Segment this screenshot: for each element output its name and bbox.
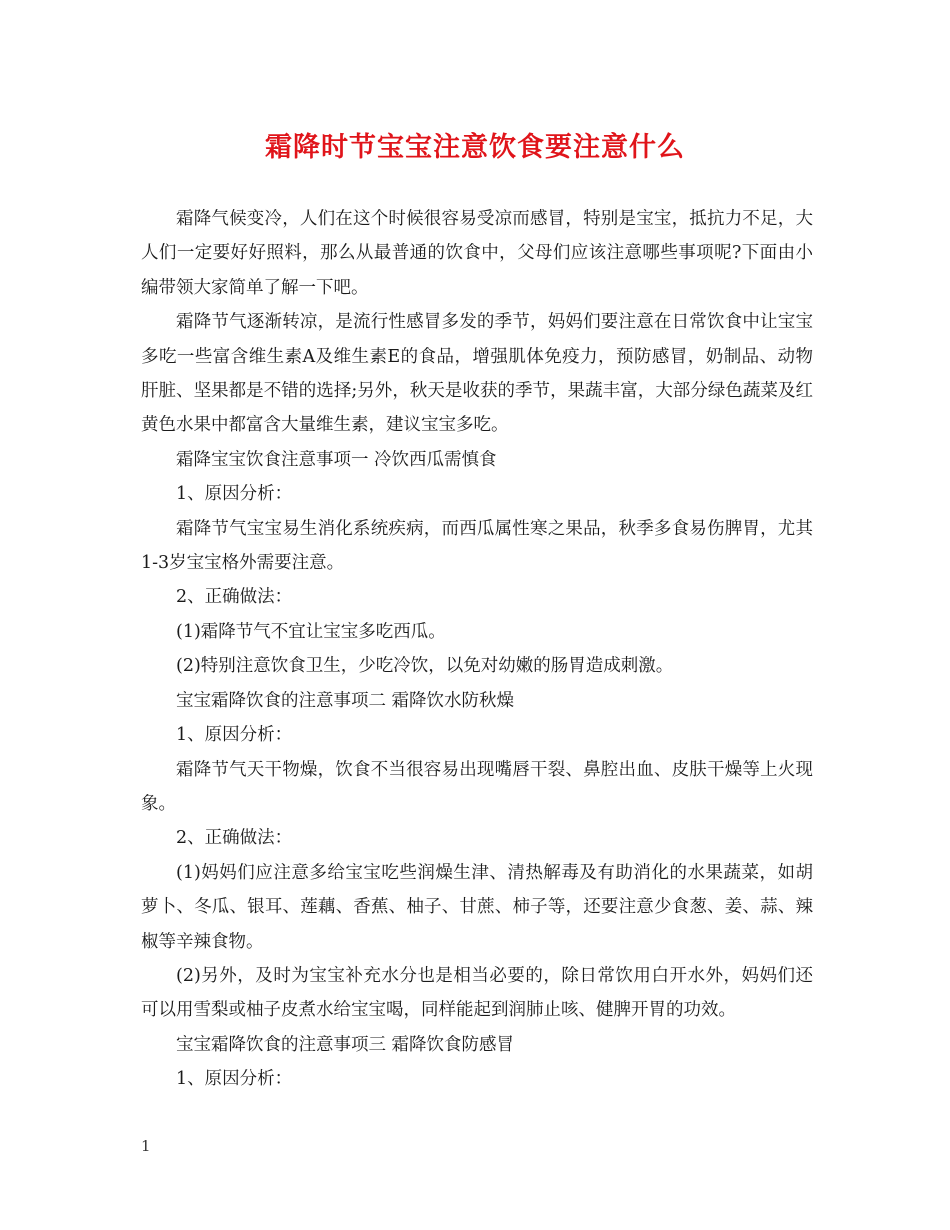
subheading-method: 2、正确做法： bbox=[176, 828, 293, 849]
subheading-method: 2、正确做法： bbox=[176, 587, 293, 608]
list-item: (2)另外，及时为宝宝补充水分也是相当必要的，除日常饮用白开水外，妈妈们还可以用雪梨或柚子皮煮水给宝宝喝，同样能起到润肺止咳、健脾开胃的功效。 bbox=[141, 965, 813, 1021]
paragraph-cause-2: 霜降节气天干物燥，饮食不当很容易出现嘴唇干裂、鼻腔出血、皮肤干燥等上火现象。 bbox=[141, 759, 813, 814]
document-title: 霜降时节宝宝注意饮食要注意什么 bbox=[265, 132, 685, 163]
paragraph-cause-1: 霜降节气宝宝易生消化系统疾病，而西瓜属性寒之果品，秋季多食易伤脾胃，尤其1-3岁宝宝格外需要注意。 bbox=[141, 518, 813, 574]
subheading-cause: 1、原因分析： bbox=[176, 484, 293, 505]
paragraph-intro: 霜降气候变冷，人们在这个时候很容易受凉而感冒，特别是宝宝，抵抗力不足，大人们一定要好好照料，那么从最普通的饮食中，父母们应该注意哪些事项呢?下面由小编带领大家简单了解一下吧。 bbox=[141, 209, 813, 298]
subheading-cause: 1、原因分析： bbox=[176, 1069, 293, 1090]
paragraph-vitamins: 霜降节气逐渐转凉，是流行性感冒多发的季节，妈妈们要注意在日常饮食中让宝宝多吃一些富含维生素A及维生素E的食品，增强肌体免疫力，预防感冒，奶制品、动物肝脏、坚果都是不错的选择;另外，秋天是收获的季节，果蔬丰富，大部分绿色蔬菜及红黄色水果中都富含大量维生素，建议宝宝多吃。 bbox=[141, 312, 813, 436]
page-number: 1 bbox=[141, 1137, 151, 1155]
list-item: (1)妈妈们应注意多给宝宝吃些润燥生津、清热解毒及有助消化的水果蔬菜，如胡萝卜、冬瓜、银耳、莲藕、香蕉、柚子、甘蔗、柿子等，还要注意少食葱、姜、蒜、辣椒等辛辣食物。 bbox=[141, 862, 813, 952]
list-item: (1)霜降节气不宜让宝宝多吃西瓜。 bbox=[176, 621, 446, 642]
document-body bbox=[141, 202, 813, 1097]
section-heading-3: 宝宝霜降饮食的注意事项三 霜降饮食防感冒 bbox=[176, 1034, 515, 1055]
list-item: (2)特别注意饮食卫生，少吃冷饮，以免对幼嫩的肠胃造成刺激。 bbox=[176, 656, 674, 677]
section-heading-1: 霜降宝宝饮食注意事项一 冷饮西瓜需慎食 bbox=[176, 449, 497, 470]
subheading-cause: 1、原因分析： bbox=[176, 725, 293, 746]
section-heading-2: 宝宝霜降饮食的注意事项二 霜降饮水防秋燥 bbox=[176, 690, 515, 711]
